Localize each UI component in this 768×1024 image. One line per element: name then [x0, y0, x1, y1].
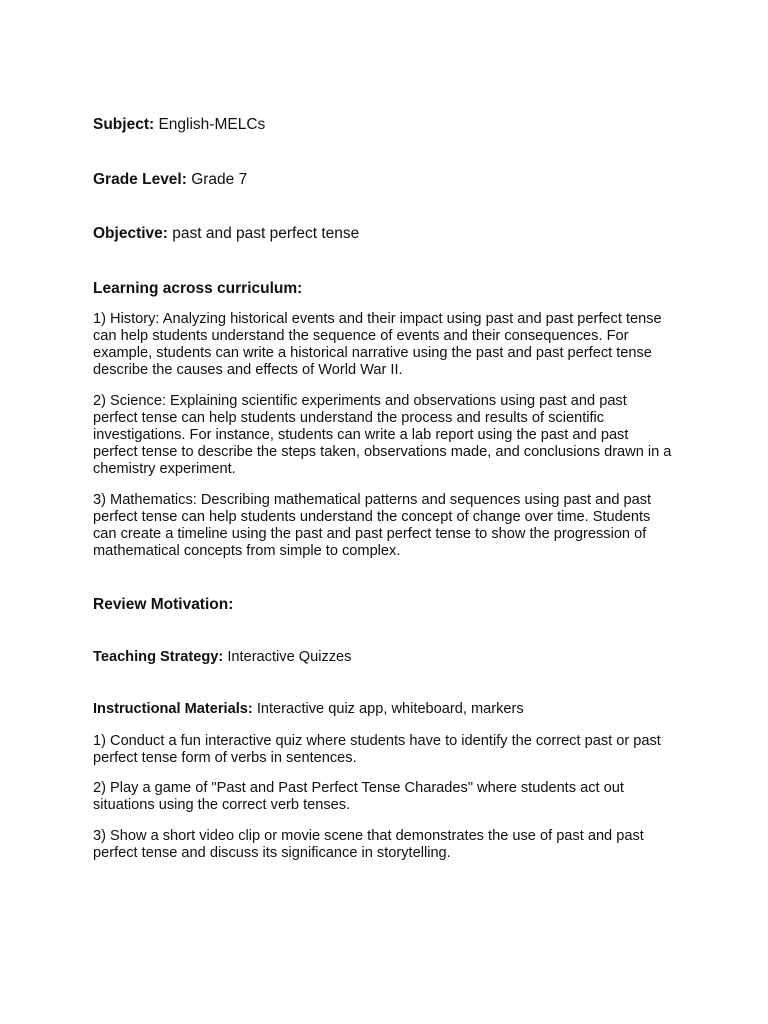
objective-field: [93, 224, 359, 244]
grade-level-field: [93, 170, 247, 190]
curriculum-item-mathematics: 3) Mathematics: Describing mathematical patterns and sequences using past and past perfect tense can help students understand the concept of change over time. Students can create a timeline using the past and past perfect tense to show the progression of mathematical concepts from simple to complex.: [93, 492, 652, 559]
instructional-materials-field: [93, 700, 524, 718]
curriculum-item-science: 2) Science: Explaining scientific experiments and observations using past and past perfect tense can help students understand the process and results of scientific investigations. For instance, students can write a lab report using the past and past perfect tense to describe the steps taken, observations made, and conclusions drawn in a chemistry experiment.: [93, 393, 672, 477]
teaching-strategy-value: Interactive Quizzes: [227, 649, 352, 665]
activity-item-charades: 2) Play a game of "Past and Past Perfect Tense Charades" where students act out situations using the correct verb tenses.: [93, 780, 624, 813]
instructional-materials-label: Instructional Materials:: [93, 701, 253, 717]
grade-level-value: Grade 7: [191, 171, 248, 188]
teaching-strategy-field: [93, 648, 351, 666]
subject-field: [93, 115, 265, 135]
activity-item-video: 3) Show a short video clip or movie scene that demonstrates the use of past and past perfect tense and discuss its significance in storytelling.: [93, 828, 644, 861]
grade-level-label: Grade Level:: [93, 171, 187, 188]
subject-label: Subject:: [93, 116, 155, 133]
curriculum-item-history: 1) History: Analyzing historical events and their impact using past and past perfect tense can help students understand the sequence of events and their consequences. For example, students can write a historical narrative using the past and past perfect tense describe the causes and effects of World War II.: [93, 311, 662, 378]
objective-value: past and past perfect tense: [172, 225, 360, 242]
subject-value: English-MELCs: [158, 116, 266, 133]
teaching-strategy-label: Teaching Strategy:: [93, 649, 224, 665]
learning-across-curriculum-heading: Learning across curriculum:: [93, 280, 303, 297]
objective-label: Objective:: [93, 225, 168, 242]
review-motivation-heading: Review Motivation:: [93, 596, 234, 613]
instructional-materials-value: Interactive quiz app, whiteboard, markers: [256, 701, 524, 717]
activity-item-quiz: 1) Conduct a fun interactive quiz where students have to identify the correct past or past perfect tense form of verbs in sentences.: [93, 733, 661, 766]
